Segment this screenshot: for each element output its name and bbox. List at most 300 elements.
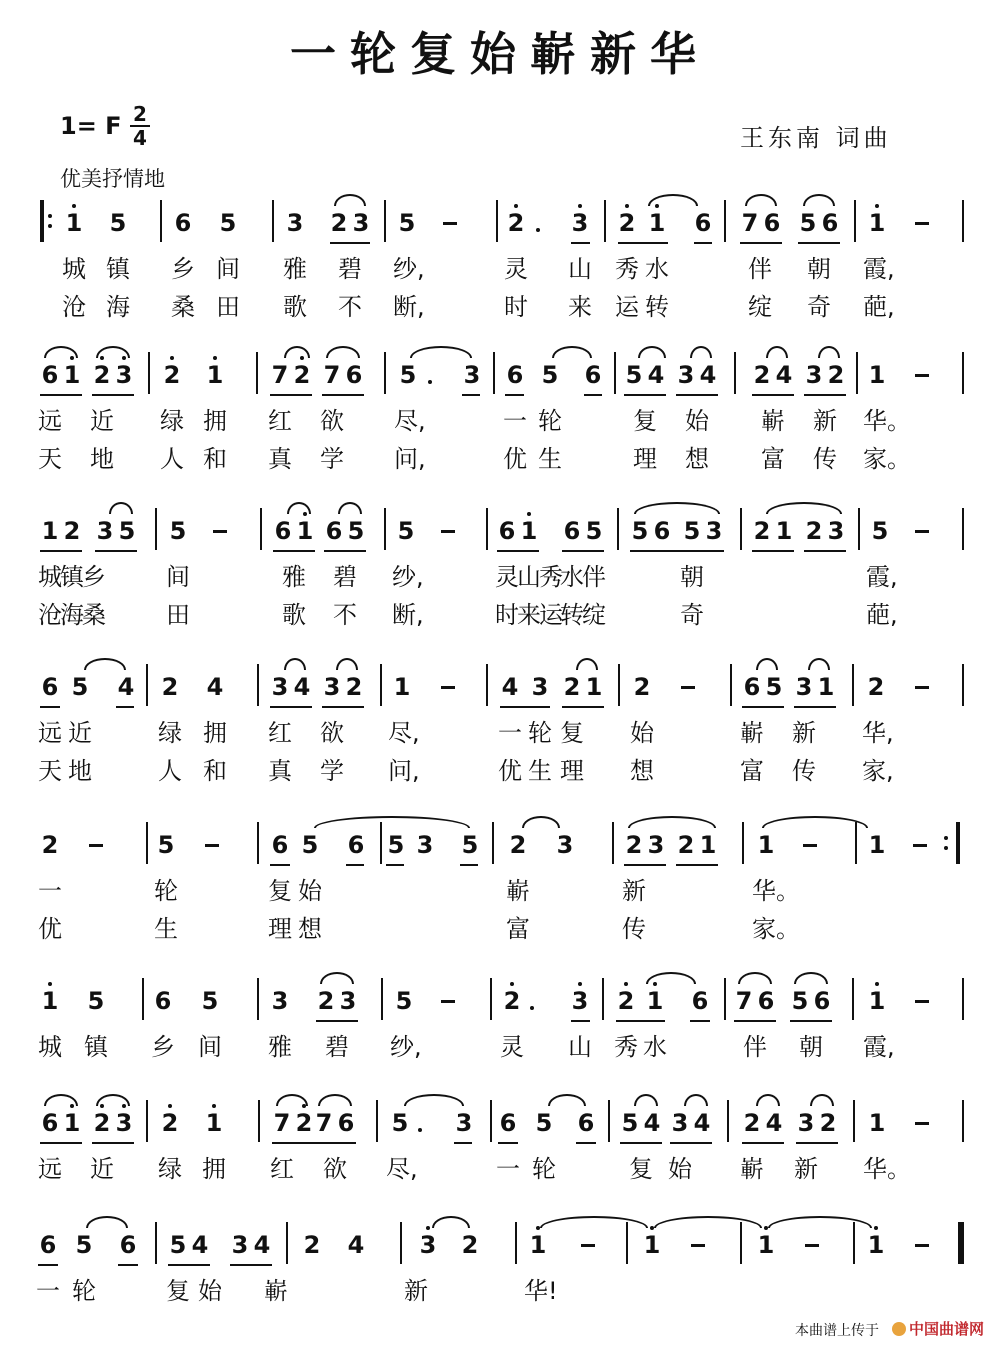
lyric-syllable: 碧	[338, 255, 362, 283]
lyric-syllable: 尽,	[394, 407, 426, 435]
site-logo-text: 中国曲谱网	[909, 1320, 985, 1338]
note: 5	[387, 831, 405, 859]
note: 6	[813, 987, 831, 1015]
lyric-syllable: 复	[560, 719, 584, 747]
slur	[432, 1216, 470, 1228]
note: 5	[157, 831, 175, 859]
notes-line	[0, 1100, 1000, 1150]
lyric-syllable: 水	[560, 563, 584, 591]
note: 2	[743, 1109, 761, 1137]
note: 3	[113, 1108, 135, 1138]
dash-mark	[915, 1122, 929, 1125]
barline	[962, 1100, 964, 1142]
slur	[648, 194, 698, 206]
barline	[854, 200, 856, 242]
barline	[608, 1100, 610, 1142]
barline	[724, 200, 726, 242]
note: 2	[91, 1108, 113, 1138]
note: 1	[63, 208, 85, 238]
note: 2	[41, 831, 59, 859]
note: 3	[231, 1231, 249, 1259]
lyric-syllable: 华。	[863, 1155, 911, 1183]
lyric-syllable: 雅	[283, 255, 307, 283]
lyric-syllable: 间	[216, 255, 240, 283]
barline	[490, 978, 492, 1020]
dash-mark	[915, 374, 929, 377]
note: 6	[563, 517, 581, 545]
barline	[496, 200, 498, 242]
lyrics-verse-2	[0, 912, 1000, 946]
lyric-syllable: 山	[517, 563, 541, 591]
note: 5	[391, 1109, 409, 1137]
note: 6	[39, 1231, 57, 1259]
slur	[540, 1216, 648, 1228]
notes-line	[0, 1222, 1000, 1272]
lyrics-verse-2	[0, 754, 1000, 788]
lyric-syllable: 红	[268, 719, 292, 747]
slur	[810, 1094, 834, 1106]
note: 2	[330, 209, 348, 237]
barline	[493, 352, 495, 394]
beam-underline	[454, 1142, 472, 1144]
beam-underline	[796, 1142, 838, 1144]
note: 1	[585, 673, 603, 701]
note: 3	[569, 208, 591, 238]
beam-underline	[322, 394, 364, 396]
note: 3	[556, 831, 574, 859]
note: 6	[577, 1109, 595, 1137]
lyric-syllable: 轮	[528, 719, 552, 747]
barline	[734, 352, 736, 394]
note: 1	[865, 1230, 887, 1260]
barline	[486, 664, 488, 706]
note: 3	[531, 673, 549, 701]
note: 2	[616, 208, 638, 238]
barline	[962, 508, 964, 550]
dash-mark	[915, 686, 929, 689]
lyric-syllable: 欲	[320, 407, 344, 435]
dash-mark	[441, 530, 455, 533]
lyric-syllable: 真	[268, 445, 292, 473]
dash-mark	[213, 530, 227, 533]
note: 5	[169, 1231, 187, 1259]
note: 6	[821, 209, 839, 237]
lyric-syllable: 问,	[388, 757, 420, 785]
lyric-syllable: 纱,	[393, 255, 425, 283]
beam-underline	[505, 394, 524, 396]
barline	[256, 352, 258, 394]
lyric-syllable: 远	[38, 719, 62, 747]
note: 4	[206, 673, 224, 701]
note: 5	[347, 517, 365, 545]
note: 3	[677, 361, 695, 389]
lyric-syllable: 纱,	[390, 1033, 422, 1061]
note: 2	[805, 517, 823, 545]
note: 7	[315, 1109, 333, 1137]
repeat-end-barline	[944, 822, 960, 864]
beam-underline	[314, 1142, 356, 1144]
note: 1	[294, 516, 316, 546]
lyric-syllable: 沧	[38, 601, 62, 629]
lyrics-verse-1	[0, 716, 1000, 750]
lyric-syllable: 时	[504, 293, 528, 321]
note: 2	[63, 517, 81, 545]
barline	[604, 200, 606, 242]
lyric-syllable: 一	[498, 719, 522, 747]
dash-mark	[805, 1244, 819, 1247]
note: 1	[204, 360, 226, 390]
lyric-syllable: 间	[166, 563, 190, 591]
lyric-syllable: 尽,	[388, 719, 420, 747]
lyric-syllable: 城	[38, 563, 62, 591]
slur	[794, 972, 828, 984]
lyric-syllable: 秀	[539, 563, 563, 591]
barline	[852, 978, 854, 1020]
note: 5	[621, 1109, 639, 1137]
barline	[740, 1222, 742, 1264]
lyric-syllable: 优	[498, 757, 522, 785]
barline	[618, 664, 620, 706]
lyric-syllable: 秀	[614, 1033, 638, 1061]
beam-underline	[571, 1020, 590, 1022]
note: 5	[683, 517, 701, 545]
slur	[818, 346, 840, 358]
barline	[148, 352, 150, 394]
note: 1	[527, 1230, 549, 1260]
barline	[853, 1100, 855, 1142]
lyric-syllable: 问,	[394, 445, 426, 473]
barline	[962, 200, 964, 242]
note: 6	[41, 1109, 59, 1137]
note: 5	[395, 987, 413, 1015]
beam-underline	[740, 242, 782, 244]
note: 3	[286, 209, 304, 237]
lyric-syllable: 海	[106, 293, 130, 321]
beam-underline	[562, 550, 604, 552]
note: 3	[352, 209, 370, 237]
lyric-syllable: 海	[60, 601, 84, 629]
barline	[856, 352, 858, 394]
note: 4	[765, 1109, 783, 1137]
lyric-syllable: 霞,	[863, 255, 895, 283]
lyric-syllable: 始	[685, 407, 709, 435]
beam-underline	[576, 1142, 596, 1144]
lyric-syllable: 嶄	[264, 1277, 288, 1305]
note: 2	[827, 361, 845, 389]
barline	[602, 978, 604, 1020]
slur	[628, 816, 716, 828]
beam-underline	[322, 706, 364, 708]
dash-mark	[913, 844, 927, 847]
beam-underline	[804, 394, 846, 396]
barline	[380, 822, 382, 864]
lyric-syllable: 传	[813, 445, 837, 473]
beam-underline	[40, 550, 82, 552]
lyric-syllable: 富	[740, 757, 764, 785]
barline	[260, 508, 262, 550]
note: 7	[323, 361, 341, 389]
note: 1	[868, 361, 886, 389]
note: 2	[461, 1231, 479, 1259]
note: 1	[757, 831, 775, 859]
beam-underline	[798, 242, 840, 244]
lyric-syllable: 轮	[538, 407, 562, 435]
beam-underline	[270, 864, 290, 866]
note: 3	[827, 517, 845, 545]
lyric-syllable: 伴	[582, 563, 606, 591]
slur	[84, 658, 126, 670]
note: 1	[39, 986, 61, 1016]
lyric-syllable: 伴	[743, 1033, 767, 1061]
note: 1	[41, 517, 59, 545]
barline	[272, 200, 274, 242]
beam-underline	[168, 1264, 210, 1266]
barline	[626, 1222, 628, 1264]
lyric-syllable: 家。	[752, 915, 800, 943]
note: 2	[819, 1109, 837, 1137]
note: 5	[118, 517, 136, 545]
lyric-syllable: 和	[203, 445, 227, 473]
lyric-syllable: 水	[645, 255, 669, 283]
note: 3	[463, 361, 481, 389]
lyric-syllable: 山	[568, 1033, 592, 1061]
barline	[155, 1222, 157, 1264]
lyric-syllable: 始	[298, 877, 322, 905]
beam-underline	[562, 706, 604, 708]
lyric-syllable: 地	[68, 757, 92, 785]
lyric-syllable: 朝	[807, 255, 831, 283]
notes-line	[0, 664, 1000, 714]
note: 2	[633, 673, 651, 701]
slur	[690, 346, 712, 358]
note: 6	[691, 987, 709, 1015]
note: 1	[699, 831, 717, 859]
beam-underline	[346, 864, 364, 866]
note: 6	[119, 1231, 137, 1259]
slur	[766, 346, 788, 358]
note: 5	[219, 209, 237, 237]
note: 2	[505, 208, 527, 238]
note: 2	[625, 831, 643, 859]
site-logo	[892, 1318, 984, 1339]
barline	[146, 822, 148, 864]
lyric-syllable: 灵	[500, 1033, 524, 1061]
note: 1	[518, 516, 540, 546]
beam-underline	[40, 706, 60, 708]
lyric-syllable: 地	[90, 445, 114, 473]
dash-mark	[691, 1244, 705, 1247]
tempo-marking: 优美抒情地	[60, 167, 165, 191]
beam-underline	[270, 394, 312, 396]
lyrics-verse-1	[0, 560, 1000, 594]
beam-underline	[790, 1020, 832, 1022]
lyric-syllable: 生	[528, 757, 552, 785]
lyric-syllable: 山	[568, 255, 592, 283]
lyric-syllable: 传	[622, 915, 646, 943]
barline	[381, 978, 383, 1020]
lyric-syllable: 嶄	[740, 1155, 764, 1183]
barline	[962, 664, 964, 706]
note: 3	[455, 1109, 473, 1137]
note: 5	[399, 361, 417, 389]
note: 6	[274, 517, 292, 545]
lyric-syllable: 嶄	[506, 877, 530, 905]
note: 2	[161, 673, 179, 701]
lyric-syllable: 复	[268, 877, 292, 905]
note: 1	[868, 1109, 886, 1137]
note: 7	[273, 1109, 291, 1137]
slur	[318, 1094, 352, 1106]
beam-underline	[270, 706, 312, 708]
note: 1	[868, 831, 886, 859]
lyric-syllable: 时	[495, 601, 519, 629]
lyric-syllable: 葩,	[866, 601, 898, 629]
lyric-syllable: 近	[90, 407, 114, 435]
lyric-syllable: 欲	[320, 719, 344, 747]
note: 3	[323, 673, 341, 701]
lyric-syllable: 乡	[171, 255, 195, 283]
barline	[376, 1100, 378, 1142]
lyric-syllable: 绿	[160, 407, 184, 435]
notes-line	[0, 822, 1000, 872]
barline	[286, 1222, 288, 1264]
dash-mark	[443, 222, 457, 225]
note: 4	[501, 673, 519, 701]
beam-underline	[742, 1142, 784, 1144]
note: 1	[61, 360, 83, 390]
barline	[852, 664, 854, 706]
lyric-syllable: 霞,	[866, 563, 898, 591]
lyric-syllable: 灵	[504, 255, 528, 283]
barline	[257, 978, 259, 1020]
barline	[962, 352, 964, 394]
beam-underline	[734, 1020, 776, 1022]
slur	[646, 972, 696, 984]
barline	[727, 1100, 729, 1142]
note: 5	[398, 209, 416, 237]
beam-underline	[386, 864, 404, 866]
note: 5	[625, 361, 643, 389]
lyric-syllable: 一	[38, 877, 62, 905]
note: 5	[301, 831, 319, 859]
note: 2	[161, 360, 183, 390]
dash-mark	[681, 686, 695, 689]
barline	[614, 352, 616, 394]
note: 5	[535, 1109, 553, 1137]
barline	[515, 1222, 517, 1264]
note: 5	[799, 209, 817, 237]
dash-mark	[89, 844, 103, 847]
beam-underline	[316, 1020, 358, 1022]
beam-underline	[273, 550, 315, 552]
note: 3	[797, 1109, 815, 1137]
barline	[724, 978, 726, 1020]
slur	[756, 658, 778, 670]
note: 5	[397, 517, 415, 545]
note: 2	[91, 360, 113, 390]
barline	[384, 200, 386, 242]
beam-underline	[618, 242, 668, 244]
lyric-syllable: 传	[792, 757, 816, 785]
note: 5	[541, 361, 559, 389]
slur	[326, 346, 360, 358]
beam-underline	[460, 864, 478, 866]
barline	[486, 508, 488, 550]
barline	[257, 822, 259, 864]
note: 1	[817, 673, 835, 701]
lyric-syllable: 始	[668, 1155, 692, 1183]
time-signature-bottom: 4	[133, 126, 147, 150]
note: 3	[805, 361, 823, 389]
slur	[803, 194, 835, 206]
slur	[86, 1216, 128, 1228]
note: 1	[755, 1230, 777, 1260]
lyric-syllable: 人	[160, 445, 184, 473]
slur	[654, 1216, 762, 1228]
note: 5	[75, 1231, 93, 1259]
note: 6	[41, 361, 59, 389]
note: 4	[293, 673, 311, 701]
note: 3	[417, 1230, 439, 1260]
lyrics-verse-2	[0, 442, 1000, 476]
note: 4	[117, 673, 135, 701]
lyric-syllable: 拥	[203, 407, 227, 435]
lyric-syllable: 歌	[283, 293, 307, 321]
lyric-syllable: 始	[630, 719, 654, 747]
barline	[380, 664, 382, 706]
barline	[146, 664, 148, 706]
note: 3	[271, 673, 289, 701]
lyric-syllable: 新	[404, 1277, 428, 1305]
note: 3	[671, 1109, 689, 1137]
note: 4	[647, 361, 665, 389]
lyric-syllable: 奇	[680, 601, 704, 629]
lyric-syllable: 断,	[393, 293, 425, 321]
barline	[855, 822, 857, 864]
slur	[762, 816, 868, 828]
barline	[853, 1222, 855, 1264]
lyric-syllable: 远	[38, 1155, 62, 1183]
slur	[634, 1094, 658, 1106]
lyric-syllable: 一	[503, 407, 527, 435]
note: 6	[271, 831, 289, 859]
slur	[287, 502, 311, 514]
lyric-syllable: 镇	[60, 563, 84, 591]
lyrics-verse-1	[0, 874, 1000, 908]
note: 2	[615, 986, 637, 1016]
note: 6	[653, 517, 671, 545]
lyric-syllable: 雅	[282, 563, 306, 591]
lyric-syllable: 城	[38, 1033, 62, 1061]
slur	[410, 346, 472, 358]
lyric-syllable: 绽	[582, 601, 606, 629]
beam-underline	[676, 864, 718, 866]
note: 5	[791, 987, 809, 1015]
lyric-syllable: 绿	[158, 1155, 182, 1183]
lyrics-verse-2	[0, 598, 1000, 632]
beam-underline	[571, 242, 590, 244]
lyric-syllable: 桑	[171, 293, 195, 321]
beam-underline	[752, 550, 794, 552]
beam-underline	[116, 706, 134, 708]
lyric-syllable: 新	[792, 719, 816, 747]
beam-underline	[584, 394, 602, 396]
slur	[276, 1094, 308, 1106]
beam-underline	[118, 1264, 138, 1266]
lyric-syllable: 乡	[82, 563, 106, 591]
lyric-syllable: 远	[38, 407, 62, 435]
barline	[257, 664, 259, 706]
